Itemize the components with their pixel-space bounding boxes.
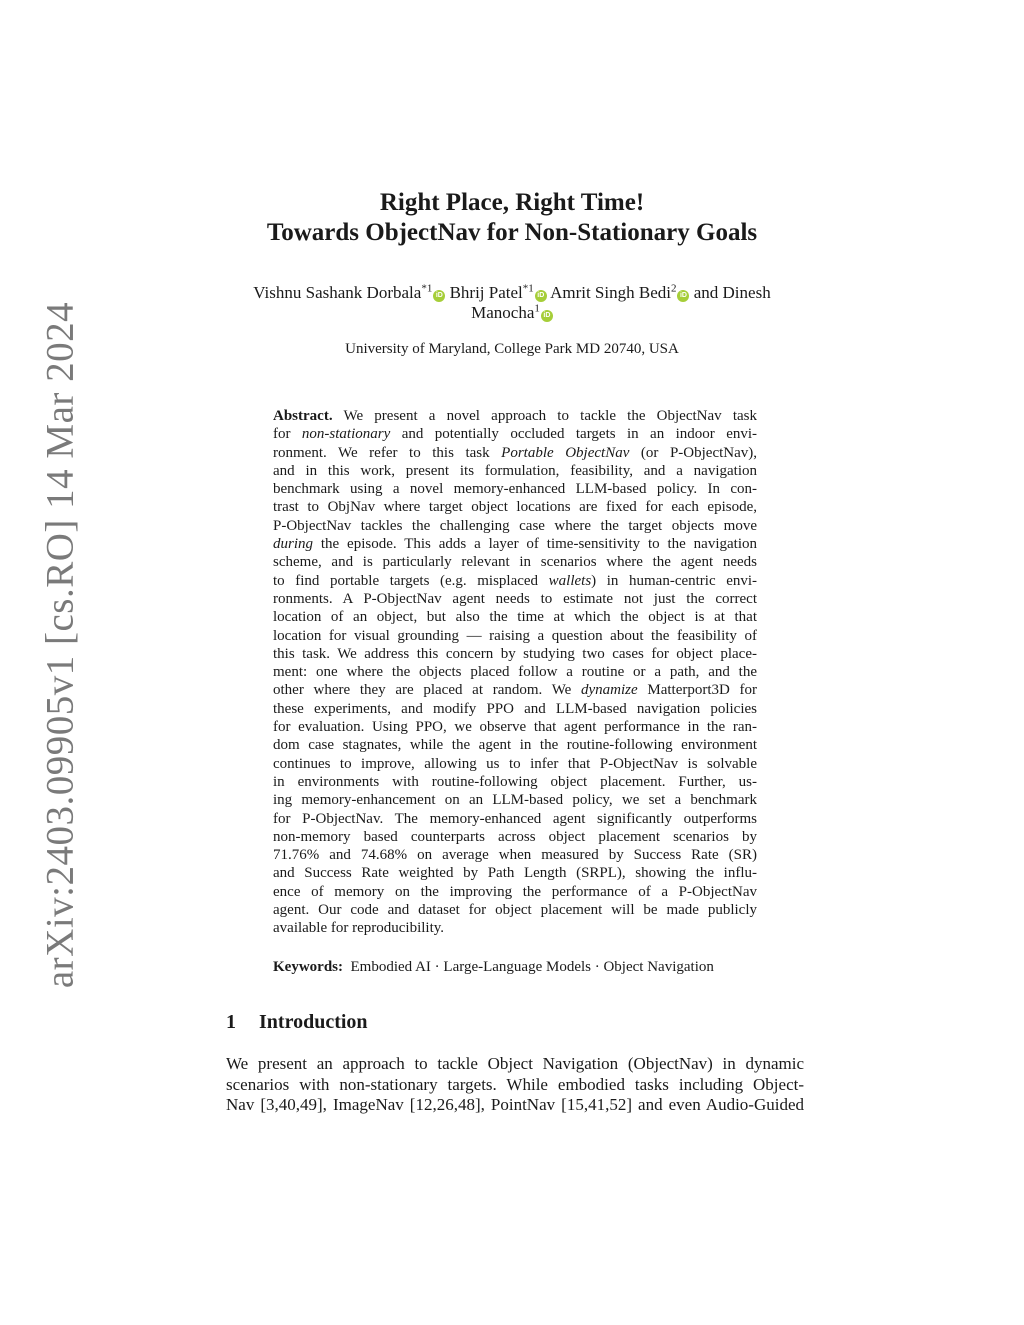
abstract-line: for P-ObjectNav. The memory-enhanced agent significantly outperforms — [273, 810, 757, 827]
abstract-line: other where they are placed at random. We dynamize Matterport3D for — [273, 682, 758, 699]
abstract-line: P-ObjectNav tackles the challenging case where the target objects move — [273, 517, 757, 534]
author-line-1 — [0, 283, 1024, 303]
author-name: Manocha — [471, 303, 535, 322]
abstract-line: ment: one where the objects placed follow a routine or a path, and the — [273, 664, 757, 681]
emphasis: wallets — [548, 572, 592, 589]
author-name: Vishnu Sashank Dorbala — [253, 283, 422, 302]
emphasis: Portable ObjectNav — [501, 444, 630, 461]
section-title: Introduction — [259, 1011, 368, 1033]
keywords-label: Keywords: — [273, 959, 343, 975]
intro-line: We present an approach to tackle Object Navigation (ObjectNav) in dynamic — [226, 1054, 804, 1073]
abstract-line: ence of memory on the improving the performance of a P-ObjectNav — [273, 883, 757, 900]
abstract-line: ronment. We refer to this task Portable ObjectNav (or P-ObjectNav), — [273, 444, 757, 461]
orcid-icon[interactable]: iD — [677, 290, 689, 302]
abstract-line: location for visual grounding — raising a question about the feasibility of — [273, 627, 757, 644]
abstract-line: these experiments, and modify PPO and LLM-based navigation policies — [273, 700, 757, 717]
orcid-icon[interactable]: iD — [433, 290, 445, 302]
emphasis: during — [273, 536, 314, 553]
author-mark: *1 — [421, 282, 433, 295]
author-list — [0, 283, 1024, 323]
author-name: Bhrij Patel — [449, 283, 523, 302]
author-mark: *1 — [522, 282, 534, 295]
author-mark: 1 — [534, 302, 540, 315]
orcid-icon[interactable]: iD — [541, 310, 553, 322]
abstract-line: available for reproducibility. — [273, 920, 445, 937]
abstract-line: location of an object, but also the time at which the object is at that — [273, 609, 757, 626]
abstract-line: 71.76% and 74.68% on average when measured by Success Rate (SR) — [273, 847, 757, 864]
abstract-line: to find portable targets (e.g. misplaced wallets) in human-centric envi- — [273, 572, 758, 589]
intro-line: Nav [3,40,49], ImageNav [12,26,48], PointNav [15,41,52] and even Audio-Guided — [226, 1095, 804, 1114]
abstract-line: for evaluation. Using PPO, we observe that agent performance in the ran- — [273, 719, 757, 736]
title-line-2: Towards ObjectNav for Non-Stationary Goals — [266, 219, 758, 246]
abstract-line: this task. We address this concern by studying two cases for object place- — [273, 645, 757, 662]
abstract-line: continues to improve, allowing us to infer that P-ObjectNav is solvable — [273, 755, 757, 772]
abstract-line: and Success Rate weighted by Path Length (SRPL), showing the influ- — [273, 865, 757, 882]
title-line-1: Right Place, Right Time! — [379, 189, 645, 216]
abstract-line: trast to ObjNav where target object locations are fixed for each episode, — [273, 499, 757, 516]
abstract — [273, 407, 757, 938]
section-number: 1 — [226, 1011, 236, 1033]
arxiv-identifier: arXiv:2403.09905v1 [cs.RO] 14 Mar 2024 — [38, 301, 82, 989]
orcid-icon[interactable]: iD — [535, 290, 547, 302]
intro-line: scenarios with non-stationary targets. While embodied tasks including Object- — [226, 1074, 804, 1094]
abstract-line: for non-stationary and potentially occluded targets in an indoor envi- — [273, 426, 758, 443]
paper-title — [0, 188, 1024, 248]
intro-paragraph — [226, 1054, 804, 1116]
abstract-line: scheme, and is particularly relevant in scenarios where the agent needs — [273, 554, 757, 571]
abstract-line: dom case stagnates, while the agent in the routine-following environment — [273, 737, 757, 754]
abstract-line: agent. Our code and dataset for object placement will be made publicly — [273, 902, 757, 919]
abstract-line: and in this work, present its formulation, feasibility, and a navigation — [273, 462, 757, 479]
abstract-line: ing memory-enhancement on an LLM-based policy, we set a benchmark — [273, 792, 757, 809]
author-line-2 — [0, 303, 1024, 323]
author-mark: 2 — [670, 282, 677, 295]
keywords — [273, 958, 757, 976]
emphasis: non-stationary — [301, 426, 391, 443]
abstract-line: non-memory based counterparts across object placement scenarios by — [273, 828, 757, 845]
author-name: and Dinesh — [693, 283, 771, 302]
abstract-line: ronments. A P-ObjectNav agent needs to estimate not just the correct — [273, 590, 757, 607]
abstract-heading: Abstract. — [273, 408, 333, 424]
abstract-line: benchmark using a novel memory-enhanced LLM-based policy. In con- — [273, 481, 757, 498]
emphasis: dynamize — [581, 682, 638, 699]
abstract-line: Abstract. We present a novel approach to tackle the ObjectNav task — [273, 408, 757, 424]
section-heading — [226, 1010, 368, 1034]
keywords-list: Embodied AI · Large-Language Models · Object Navigation — [350, 959, 714, 975]
abstract-line: in environments with routine-following object placement. Further, us- — [273, 773, 757, 790]
author-name: Amrit Singh Bedi — [550, 283, 671, 302]
abstract-line: during the episode. This adds a layer of time-sensitivity to the navigation — [273, 536, 757, 553]
affiliation: University of Maryland, College Park MD 20740, USA — [345, 341, 679, 357]
